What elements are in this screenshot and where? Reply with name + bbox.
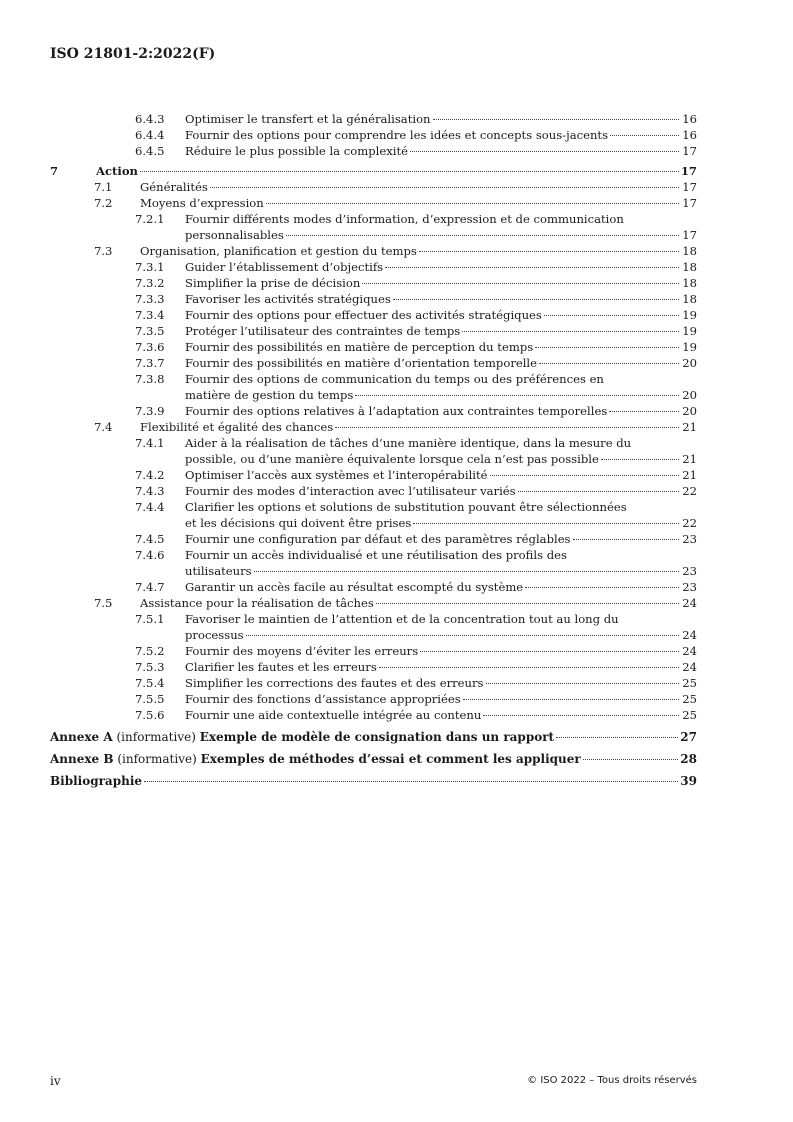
leader-dots: [483, 715, 679, 716]
toc-page-number: 17: [682, 144, 697, 158]
toc-page-number: 20: [682, 356, 697, 370]
toc-entry-title: Fournir une aide contextuelle intégrée au contenu: [185, 708, 482, 722]
leader-dots: [610, 135, 679, 136]
page-number: iv: [50, 1074, 61, 1088]
toc-entry-number: 7.4.1: [135, 436, 165, 450]
toc-page-number: 18: [682, 260, 697, 274]
leader-dots: [609, 411, 679, 412]
toc-entry-title: Fournir des options pour comprendre les idées et concepts sous-jacents: [185, 128, 609, 142]
toc-entry-number: 7.4.7: [135, 580, 165, 594]
leader-dots: [266, 203, 679, 204]
toc-entry-title: Protéger l’utilisateur des contraintes de temps: [185, 324, 461, 338]
toc-entry-number: 7.3.6: [135, 340, 165, 354]
leader-dots: [573, 539, 679, 540]
leader-dots: [525, 587, 679, 588]
toc-entry-title: Organisation, planification et gestion du temps: [140, 244, 417, 258]
leader-dots: [254, 571, 679, 572]
leader-dots: [362, 283, 679, 284]
toc-entry-title: Clarifier les fautes et les erreurs: [185, 660, 377, 674]
annex-text: [50, 751, 581, 767]
toc-entry-title: Simplifier la prise de décision: [185, 276, 361, 290]
toc-page-number: 23: [682, 532, 697, 546]
toc-entry-number: 7.5.2: [135, 644, 165, 658]
toc-page-number: 20: [682, 404, 697, 418]
toc-entry-number: 7.4: [94, 420, 113, 434]
toc-entry-title: Moyens d’expression: [140, 196, 264, 210]
toc-entry-number: 7.5.3: [135, 660, 165, 674]
toc-entry-title: Garantir un accès facile au résultat escompté du système: [185, 580, 524, 594]
leader-dots: [376, 603, 679, 604]
leader-dots: [486, 683, 680, 684]
toc-entry-title: et les décisions qui doivent être prises: [185, 516, 412, 530]
toc-entry-title: Fournir des moyens d’éviter les erreurs: [185, 644, 419, 658]
leader-dots: [286, 235, 679, 236]
toc-page-number: 22: [682, 484, 697, 498]
leader-dots: [539, 363, 679, 364]
toc-page-number: 25: [682, 676, 697, 690]
toc-entry-title: Favoriser le maintien de l’attention et de la concentration tout au long du: [185, 612, 619, 626]
leader-dots: [490, 475, 679, 476]
leader-dots: [463, 699, 679, 700]
toc-entry-number: 7.4.5: [135, 532, 165, 546]
toc-page-number: 24: [682, 628, 697, 642]
toc-entry-title: Assistance pour la réalisation de tâches: [140, 596, 374, 610]
toc-page-number: 24: [682, 660, 697, 674]
toc-entry-title: Fournir des possibilités en matière de perception du temps: [185, 340, 534, 354]
annex-qualifier: (informative): [116, 730, 196, 744]
annex-label: Annexe B: [50, 752, 114, 766]
leader-dots: [246, 635, 679, 636]
toc-entry-title: matière de gestion du temps: [185, 388, 354, 402]
leader-dots: [419, 251, 679, 252]
toc-page-number: 19: [682, 324, 697, 338]
toc-entry-title: Fournir des modes d’interaction avec l’utilisateur variés: [185, 484, 516, 498]
toc-entry-number: 7.2.1: [135, 212, 165, 226]
annex-page-number: 28: [680, 752, 697, 766]
leader-dots: [379, 667, 679, 668]
toc-page-number: 21: [682, 420, 697, 434]
toc-page-number: 18: [682, 244, 697, 258]
toc-entry-number: 7.3.5: [135, 324, 165, 338]
toc-entry-number: 7.5.4: [135, 676, 165, 690]
toc-page-number: 23: [682, 564, 697, 578]
toc-page-number: 25: [682, 692, 697, 706]
toc-page-number: 19: [682, 308, 697, 322]
leader-dots: [556, 737, 678, 738]
toc-entry-number: 7.3.4: [135, 308, 165, 322]
toc-entry-number: 7.4.4: [135, 500, 165, 514]
toc-entry-number: 7.3.1: [135, 260, 165, 274]
toc-entry-number: 7.5.5: [135, 692, 165, 706]
leader-dots: [583, 759, 679, 760]
toc-entry-title: Fournir des options pour effectuer des activités stratégiques: [185, 308, 542, 322]
toc-entry-number: 7.5.1: [135, 612, 165, 626]
toc-page-number: 23: [682, 580, 697, 594]
toc-entry-number: 7.2: [94, 196, 113, 210]
document-header: ISO 21801-2:2022(F): [50, 46, 216, 62]
toc-page-number: 18: [682, 276, 697, 290]
toc-page-number: 21: [682, 468, 697, 482]
toc-page-number: 21: [682, 452, 697, 466]
toc-page-number: 24: [682, 644, 697, 658]
toc-entry-title: Optimiser l’accès aux systèmes et l’interopérabilité: [185, 468, 488, 482]
toc-entry-title: Réduire le plus possible la complexité: [185, 144, 408, 158]
annex-title: Exemples de méthodes d’essai et comment les appliquer: [200, 752, 581, 766]
toc-entry-number: 7.3.8: [135, 372, 165, 386]
toc-entry-number: 7.3.7: [135, 356, 165, 370]
annex-page-number: 27: [680, 730, 697, 744]
toc-entry-title: Flexibilité et égalité des chances: [140, 420, 334, 434]
toc-entry-number: 7: [50, 164, 59, 178]
toc-page-number: 24: [682, 596, 697, 610]
toc-entry-number: 6.4.5: [135, 144, 165, 158]
toc-entry-number: 6.4.3: [135, 112, 165, 126]
toc-entry-title: processus: [185, 628, 244, 642]
leader-dots: [518, 491, 679, 492]
leader-dots: [385, 267, 679, 268]
annex-qualifier: (informative): [117, 752, 197, 766]
toc-page-number: 19: [682, 340, 697, 354]
toc-entry-title: Fournir des possibilités en matière d’orientation temporelle: [185, 356, 537, 370]
toc-entry-title: Fournir des options de communication du temps ou des préférences en: [185, 372, 604, 386]
toc-entry-number: 7.3: [94, 244, 113, 258]
toc-entry-title: Fournir une configuration par défaut et des paramètres réglables: [185, 532, 571, 546]
leader-dots: [544, 315, 679, 316]
toc-entry-title: Favoriser les activités stratégiques: [185, 292, 391, 306]
leader-dots: [433, 119, 679, 120]
toc-entry-title: personnalisables: [185, 228, 284, 242]
leader-dots: [140, 171, 679, 172]
toc-page-number: 17: [682, 180, 697, 194]
leader-dots: [335, 427, 679, 428]
annex-title: Exemple de modèle de consignation dans un rapport: [199, 730, 555, 744]
toc-entry-number: 7.3.9: [135, 404, 165, 418]
toc-entry-title: Généralités: [140, 180, 208, 194]
toc-entry-number: 7.4.3: [135, 484, 165, 498]
toc-page-number: 17: [682, 196, 697, 210]
toc-entry-title: Simplifier les corrections des fautes et des erreurs: [185, 676, 484, 690]
toc-page-number: 20: [682, 388, 697, 402]
toc-page-number: 16: [682, 128, 697, 142]
toc-entry-title: Fournir des options relatives à l’adaptation aux contraintes temporelles: [185, 404, 608, 418]
toc-entry-title: Clarifier les options et solutions de substitution pouvant être sélectionnées: [185, 500, 627, 514]
toc-page-number: 16: [682, 112, 697, 126]
toc-entry-title: Optimiser le transfert et la généralisation: [185, 112, 431, 126]
leader-dots: [601, 459, 679, 460]
leader-dots: [410, 151, 679, 152]
toc-entry-title: Fournir des fonctions d’assistance appropriées: [185, 692, 461, 706]
toc-page-number: 25: [682, 708, 697, 722]
toc-entry-title: possible, ou d’une manière équivalente lorsque cela n’est pas possible: [185, 452, 599, 466]
bibliography-page-number: 39: [680, 774, 697, 788]
toc-entry-title: Guider l’établissement d’objectifs: [185, 260, 384, 274]
leader-dots: [393, 299, 679, 300]
bibliography-label: Bibliographie: [50, 774, 143, 788]
leader-dots: [413, 523, 679, 524]
toc-entry-number: 7.1: [94, 180, 113, 194]
toc-entry-title: utilisateurs: [185, 564, 252, 578]
toc-entry-title: Action: [96, 164, 138, 178]
toc-entry-number: 7.4.6: [135, 548, 165, 562]
leader-dots: [535, 347, 679, 348]
annex-text: [50, 729, 554, 745]
toc-page-number: 22: [682, 516, 697, 530]
toc-entry-title: Fournir un accès individualisé et une réutilisation des profils des: [185, 548, 567, 562]
toc-entry-title: Aider à la réalisation de tâches d’une manière identique, dans la mesure du: [185, 436, 632, 450]
leader-dots: [210, 187, 679, 188]
leader-dots: [462, 331, 679, 332]
toc-entry-number: 7.4.2: [135, 468, 165, 482]
leader-dots: [355, 395, 679, 396]
toc-entry-title: Fournir différents modes d’information, d’expression et de communication: [185, 212, 624, 226]
toc-entry-number: 7.3.3: [135, 292, 165, 306]
toc-entry-number: 7.5.6: [135, 708, 165, 722]
toc-page-number: 17: [680, 164, 697, 178]
toc-page-number: 17: [682, 228, 697, 242]
toc-page-number: 18: [682, 292, 697, 306]
leader-dots: [420, 651, 679, 652]
toc-entry-number: 7.5: [94, 596, 113, 610]
toc-entry-number: 7.3.2: [135, 276, 165, 290]
toc-entry-number: 6.4.4: [135, 128, 165, 142]
annex-label: Annexe A: [50, 730, 113, 744]
leader-dots: [144, 781, 678, 782]
copyright-notice: © ISO 2022 – Tous droits réservés: [527, 1075, 697, 1086]
